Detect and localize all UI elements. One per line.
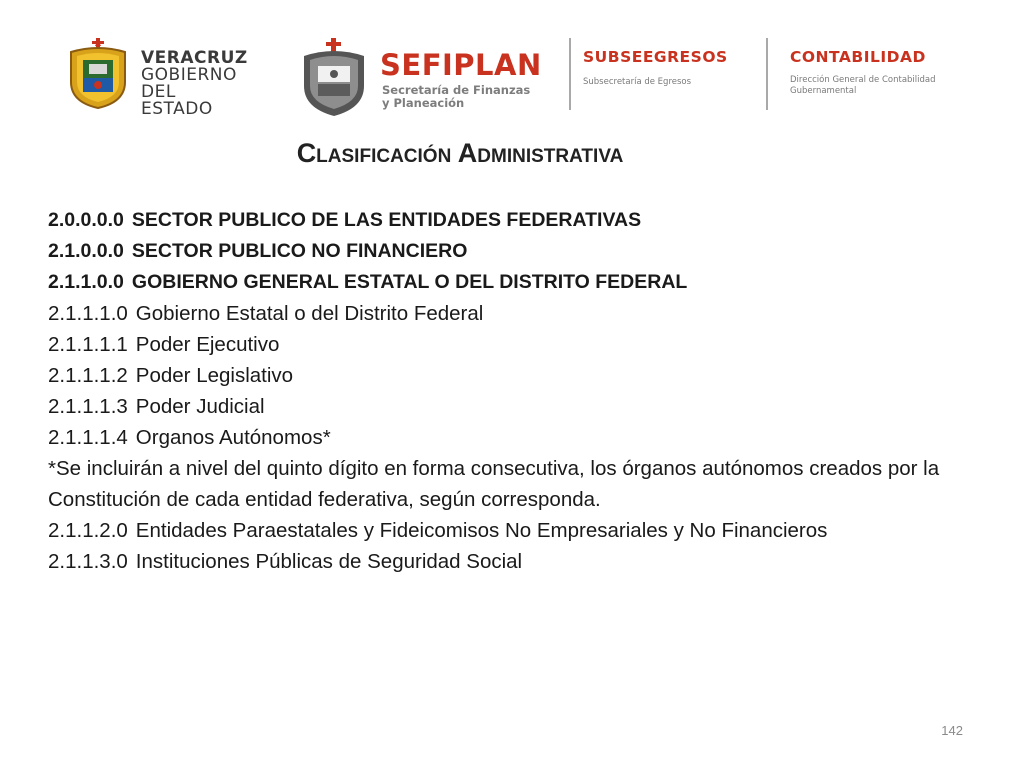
entry-code: 2.0.0.0.0	[48, 209, 124, 231]
entry-code: 2.1.1.1.1	[48, 333, 128, 356]
entry-code: 2.1.1.2.0	[48, 519, 128, 542]
footnote: *Se incluirán a nivel del quinto dígito en forma consecutiva, los órganos autónomos creados por la Constitución de cada entidad federativa, según corresponda.	[48, 457, 940, 511]
entry-code: 2.1.1.3.0	[48, 550, 128, 573]
list-item	[48, 236, 1008, 267]
sefiplan-name: SEFIPLAN	[380, 48, 542, 82]
entry-label: Poder Judicial	[135, 395, 265, 418]
sefiplan-sub-line2: y Planeación	[382, 96, 465, 110]
veracruz-seal-icon	[63, 38, 133, 110]
veracruz-logo	[63, 38, 253, 119]
entry-code: 2.1.1.1.2	[48, 364, 128, 387]
page-title: Clasificación Administrativa	[296, 138, 624, 168]
classification-list	[48, 205, 1008, 577]
entry-label: Gobierno Estatal o del Distrito Federal	[135, 302, 484, 325]
list-item	[48, 391, 1008, 422]
header-divider	[569, 38, 571, 110]
list-item	[48, 546, 1008, 577]
subseegresos-title: SUBSEEGRESOS	[583, 48, 728, 66]
veracruz-line2: GOBIERNO	[141, 65, 237, 85]
contabilidad-sub-line2: Gubernamental	[790, 86, 857, 96]
header-divider	[766, 38, 768, 110]
subseegresos-logo	[583, 48, 728, 87]
list-item	[48, 360, 1008, 391]
entry-label: GOBIERNO GENERAL ESTATAL O DEL DISTRITO FEDERAL	[131, 271, 688, 293]
entry-label: SECTOR PUBLICO DE LAS ENTIDADES FEDERATIVAS	[131, 209, 642, 231]
contabilidad-subtitle	[790, 75, 970, 97]
list-item	[48, 267, 1008, 298]
list-item	[48, 329, 1008, 360]
entry-code: 2.1.1.1.3	[48, 395, 128, 418]
contabilidad-logo	[790, 48, 970, 97]
veracruz-wordmark	[141, 50, 253, 118]
sefiplan-sub-line1: Secretaría de Finanzas	[382, 83, 531, 97]
subseegresos-subtitle: Subsecretaría de Egresos	[583, 77, 692, 87]
contabilidad-title: CONTABILIDAD	[790, 48, 926, 66]
sefiplan-subtitle	[382, 84, 552, 110]
entry-label: Organos Autónomos*	[135, 426, 331, 449]
list-item	[48, 205, 1008, 236]
entry-code: 2.1.0.0.0	[48, 240, 124, 262]
entry-label: Instituciones Públicas de Seguridad Social	[135, 550, 523, 573]
sefiplan-logo	[296, 38, 556, 120]
entry-code: 2.1.1.0.0	[48, 271, 124, 293]
list-item	[48, 515, 1008, 546]
entry-label: SECTOR PUBLICO NO FINANCIERO	[131, 240, 468, 262]
entry-code: 2.1.1.1.0	[48, 302, 128, 325]
list-item	[48, 298, 1008, 329]
veracruz-line3: DEL ESTADO	[141, 82, 213, 119]
entry-code: 2.1.1.1.4	[48, 426, 128, 449]
veracruz-line1: VERACRUZ	[141, 48, 248, 68]
entry-label: Poder Legislativo	[135, 364, 294, 387]
list-item	[48, 422, 1008, 453]
entry-label: Poder Ejecutivo	[135, 333, 280, 356]
contabilidad-sub-line1: Dirección General de Contabilidad	[790, 75, 936, 85]
page-number: 142	[941, 723, 963, 738]
entry-label: Entidades Paraestatales y Fideicomisos No Empresariales y No Financieros	[135, 519, 828, 542]
sefiplan-seal-icon	[296, 38, 372, 118]
